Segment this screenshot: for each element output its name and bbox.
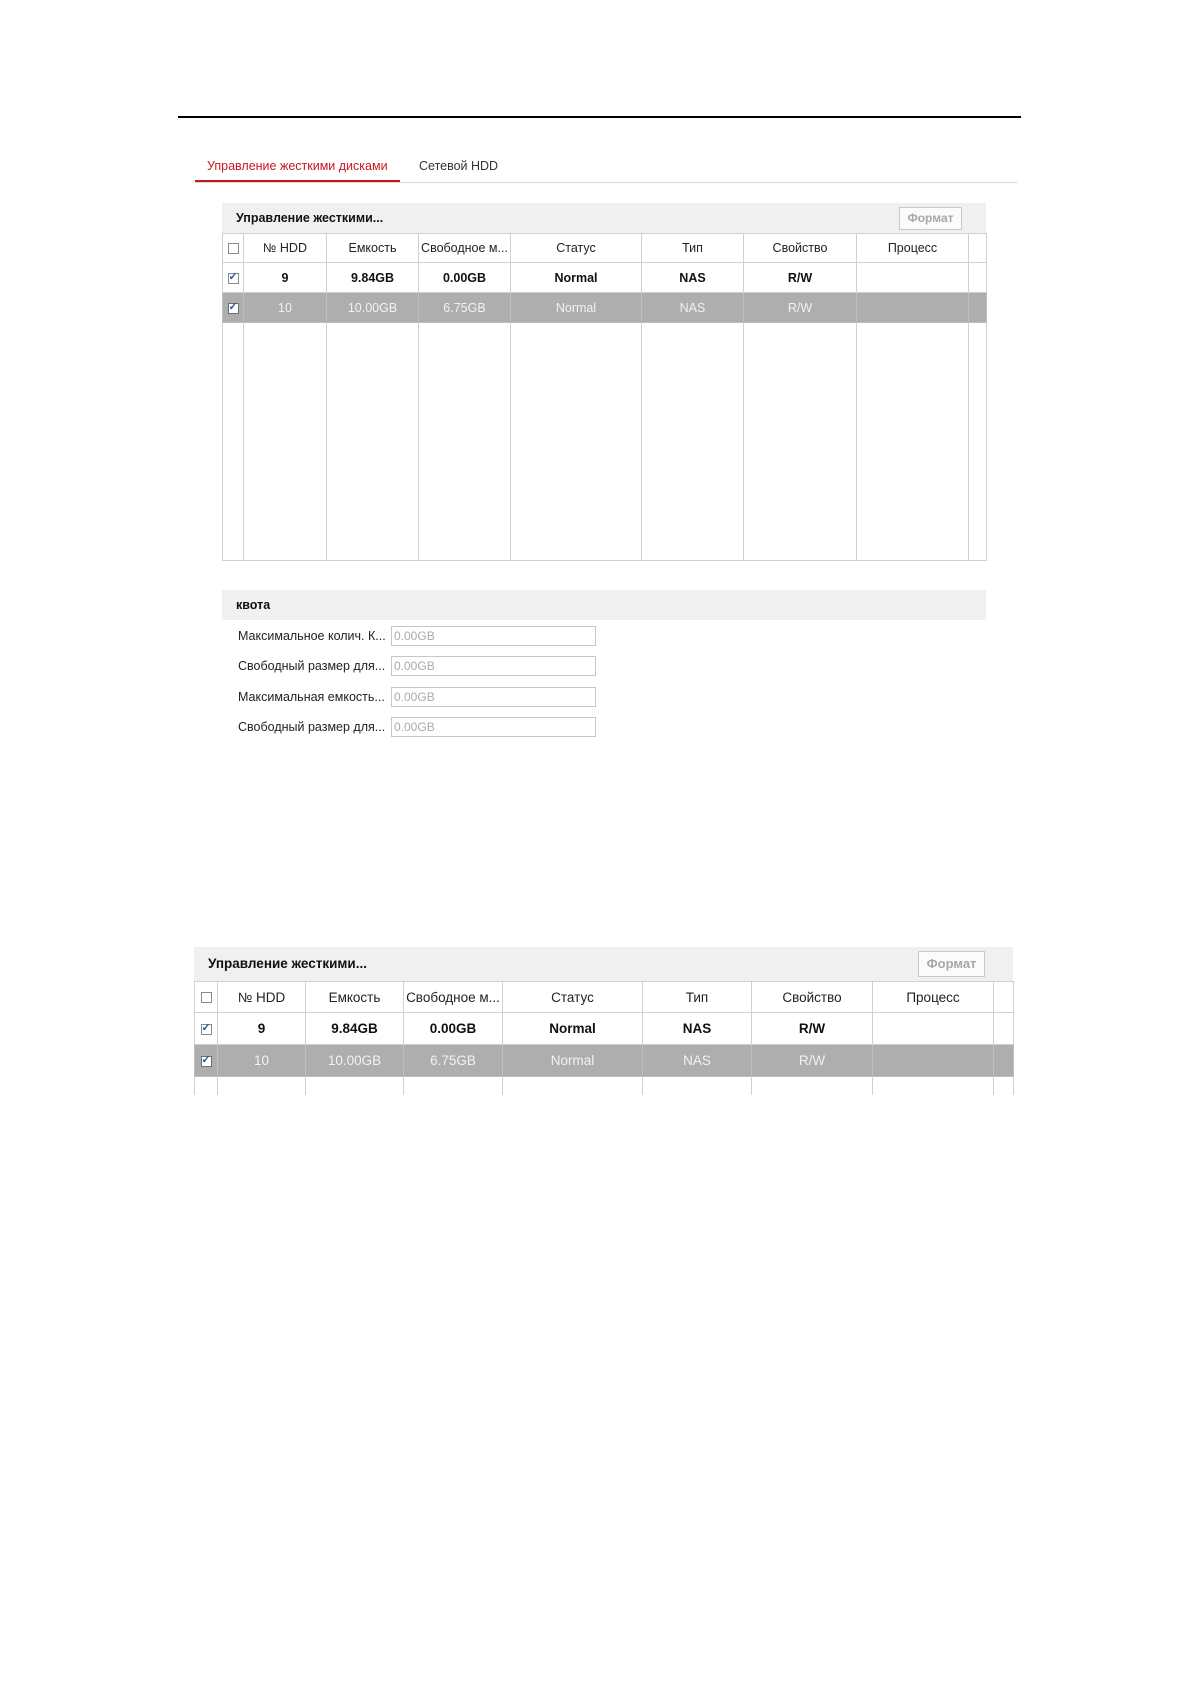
quota-header <box>222 590 986 620</box>
table-empty-area <box>223 323 987 561</box>
cell-spacer <box>994 1013 1014 1045</box>
cell-capacity: 10.00GB <box>306 1045 404 1077</box>
col-status[interactable]: Статус <box>511 234 642 263</box>
quota-free-size-field[interactable] <box>391 656 596 676</box>
select-all-cell <box>223 234 244 263</box>
col-free-space[interactable]: Свободное м... <box>404 982 503 1013</box>
cell-progress <box>857 263 969 293</box>
format-button[interactable]: Формат <box>899 207 962 230</box>
cell-free-space: 0.00GB <box>419 263 511 293</box>
row-checkbox[interactable] <box>201 1056 212 1067</box>
format-button-zoom[interactable]: Формат <box>918 951 985 977</box>
row-checkbox[interactable] <box>228 303 239 314</box>
tab-network-hdd[interactable]: Сетевой HDD <box>419 159 499 173</box>
cell-status: Normal <box>503 1045 643 1077</box>
cell-status: Normal <box>511 293 642 323</box>
col-progress[interactable]: Процесс <box>857 234 969 263</box>
cell-spacer <box>994 1045 1014 1077</box>
cell-capacity: 9.84GB <box>306 1013 404 1045</box>
cell-spacer <box>969 293 987 323</box>
tab-hdd-management[interactable]: Управление жесткими дисками <box>195 152 400 182</box>
row-check-cell <box>195 1045 218 1077</box>
cell-progress <box>873 1045 994 1077</box>
col-spacer <box>969 234 987 263</box>
cell-capacity: 10.00GB <box>327 293 419 323</box>
cell-type: NAS <box>643 1013 752 1045</box>
hdd-panel-zoom-title: Управление жесткими... <box>208 956 367 971</box>
row-check-cell <box>223 263 244 293</box>
col-hdd-no[interactable]: № HDD <box>244 234 327 263</box>
hdd-panel-header <box>222 203 986 233</box>
col-hdd-no[interactable]: № HDD <box>218 982 306 1013</box>
cell-free-space: 0.00GB <box>404 1013 503 1045</box>
select-all-cell <box>195 982 218 1013</box>
cell-type: NAS <box>642 293 744 323</box>
col-type[interactable]: Тип <box>643 982 752 1013</box>
table-row[interactable] <box>223 263 987 293</box>
quota-free-size-field-2[interactable] <box>391 717 596 737</box>
quota-label: Максимальная емкость... <box>238 690 385 704</box>
hdd-table-zoom <box>194 981 1014 1095</box>
select-all-checkbox[interactable] <box>201 992 212 1003</box>
quota-max-count-field[interactable] <box>391 626 596 646</box>
cell-property: R/W <box>744 293 857 323</box>
tab-bar <box>195 152 1017 183</box>
cell-free-space: 6.75GB <box>419 293 511 323</box>
row-checkbox[interactable] <box>201 1024 212 1035</box>
col-progress[interactable]: Процесс <box>873 982 994 1013</box>
col-capacity[interactable]: Емкость <box>327 234 419 263</box>
row-check-cell <box>195 1013 218 1045</box>
col-type[interactable]: Тип <box>642 234 744 263</box>
quota-title: квота <box>236 598 271 612</box>
col-property[interactable]: Свойство <box>752 982 873 1013</box>
cell-status: Normal <box>503 1013 643 1045</box>
cell-hdd-no: 10 <box>244 293 327 323</box>
cell-hdd-no: 10 <box>218 1045 306 1077</box>
cell-type: NAS <box>642 263 744 293</box>
table-header-row <box>195 982 1014 1013</box>
page-top-rule <box>178 116 1021 118</box>
row-check-cell <box>223 293 244 323</box>
row-checkbox[interactable] <box>228 273 239 284</box>
cell-spacer <box>969 263 987 293</box>
cell-status: Normal <box>511 263 642 293</box>
cell-free-space: 6.75GB <box>404 1045 503 1077</box>
cell-progress <box>857 293 969 323</box>
quota-label: Свободный размер для... <box>238 659 386 673</box>
table-header-row <box>223 234 987 263</box>
table-row[interactable] <box>195 1013 1014 1045</box>
col-property[interactable]: Свойство <box>744 234 857 263</box>
cell-property: R/W <box>752 1013 873 1045</box>
quota-label: Свободный размер для... <box>238 720 386 734</box>
cell-progress <box>873 1013 994 1045</box>
table-row-selected[interactable] <box>223 293 987 323</box>
quota-label: Максимальное колич. К... <box>238 629 386 643</box>
col-spacer <box>994 982 1014 1013</box>
cell-type: NAS <box>643 1045 752 1077</box>
col-free-space[interactable]: Свободное м... <box>419 234 511 263</box>
quota-max-capacity-field[interactable] <box>391 687 596 707</box>
col-capacity[interactable]: Емкость <box>306 982 404 1013</box>
cell-capacity: 9.84GB <box>327 263 419 293</box>
hdd-panel-zoom-header <box>194 947 1013 981</box>
hdd-panel-title: Управление жесткими... <box>236 211 384 225</box>
col-status[interactable]: Статус <box>503 982 643 1013</box>
cell-property: R/W <box>744 263 857 293</box>
cell-hdd-no: 9 <box>218 1013 306 1045</box>
hdd-table <box>222 233 987 561</box>
cell-hdd-no: 9 <box>244 263 327 293</box>
table-empty-area <box>195 1077 1014 1095</box>
select-all-checkbox[interactable] <box>228 243 239 254</box>
cell-property: R/W <box>752 1045 873 1077</box>
table-row-selected[interactable] <box>195 1045 1014 1077</box>
